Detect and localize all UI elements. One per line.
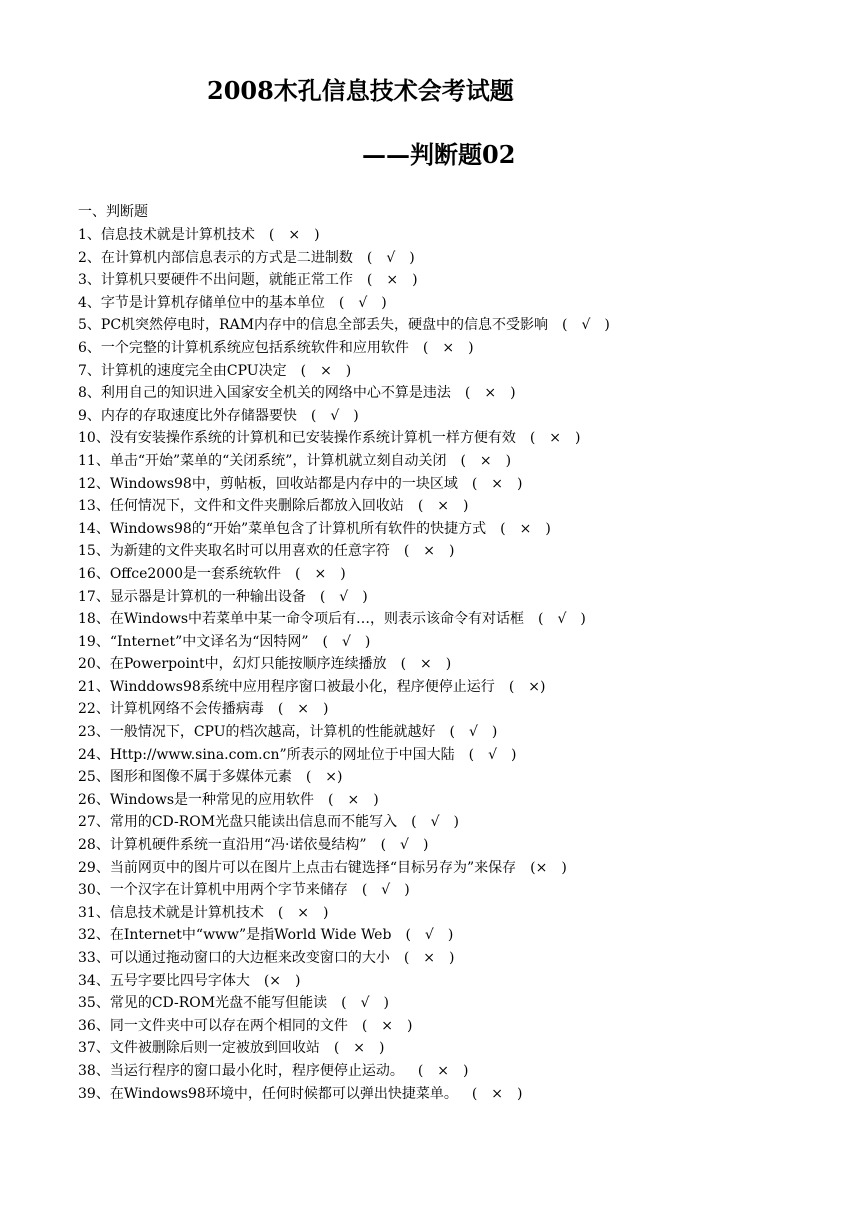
question-text: 字节是计算机存储单位中的基本单位 (100, 294, 325, 311)
question-item (78, 811, 610, 834)
question-text: 图形和图像不属于多媒体元素 (109, 769, 292, 786)
question-text: 计算机网络不会传播病毒 (109, 701, 264, 718)
question-answer: ( × ) (460, 452, 512, 469)
question-number: 1、 (78, 227, 101, 243)
question-answer: ( × ) (422, 339, 474, 356)
question-answer: ( × ) (268, 227, 320, 243)
question-answer: ( √ ) (449, 724, 498, 741)
question-text: 信息技术就是计算机技术 (100, 227, 255, 243)
question-number: 23、 (78, 724, 110, 741)
question-item (78, 427, 610, 450)
question-number: 33、 (78, 950, 110, 966)
question-text: Http://www.sina.com.cn”所表示的网址位于中国大陆 (109, 746, 455, 763)
question-answer: ( × ) (400, 656, 452, 673)
question-item (78, 405, 610, 428)
question-text: 没有安装操作系统的计算机和已安装操作系统计算机一样方便有效 (109, 430, 516, 447)
question-item (78, 653, 610, 676)
question-number: 2、 (78, 249, 101, 266)
question-text: 五号字要比四号字体大 (109, 972, 250, 989)
question-item (78, 382, 610, 405)
question-number: 5、 (78, 317, 101, 334)
question-text: 单击“开始”菜单的“关闭系统”，计算机就立刻自动关闭 (109, 452, 447, 469)
question-answer: ( × ) (361, 1017, 413, 1034)
document-title: 2008木孔信息技术会考试题 (207, 76, 514, 105)
question-text: 在Internet中“www”是指World Wide Web (109, 927, 392, 944)
question-number: 8、 (78, 385, 101, 402)
question-text: 显示器是计算机的一种输出设备 (109, 588, 306, 605)
section-heading: 一、判断题 (78, 204, 148, 220)
question-answer: ( × ) (417, 1062, 469, 1079)
question-item (78, 495, 610, 518)
question-item (78, 518, 610, 541)
question-item (78, 924, 610, 947)
question-text: Windows98的“开始”菜单包含了计算机所有软件的快捷方式 (109, 520, 487, 537)
question-number: 9、 (78, 407, 101, 424)
question-number: 36、 (78, 1017, 110, 1034)
question-answer: ( √ ) (405, 927, 454, 944)
question-answer: ( √ ) (538, 611, 586, 628)
question-text: 常见的CD-ROM光盘不能写但能读 (109, 995, 328, 1012)
question-number: 13、 (78, 498, 110, 515)
question-item (78, 834, 610, 857)
question-answer: ( × ) (328, 791, 379, 808)
question-text: 在Windows中若菜单中某一命令项后有…，则表示该命令有对话框 (109, 611, 525, 628)
question-number: 35、 (78, 995, 110, 1012)
question-text: 一般情况下，CPU的档次越高，计算机的性能就越好 (109, 724, 436, 741)
question-item (78, 698, 610, 721)
question-text: Windows98中，剪帖板，回收站都是内存中的一块区域 (109, 475, 458, 492)
question-number: 32、 (78, 927, 110, 944)
question-text: 内存的存取速度比外存储器要快 (100, 407, 297, 424)
question-answer: ( × ) (471, 1085, 523, 1102)
question-answer: ( × ) (529, 430, 581, 447)
question-text: 信息技术就是计算机技术 (109, 904, 264, 921)
question-number: 38、 (78, 1062, 110, 1079)
question-answer: ( √ ) (310, 407, 359, 424)
question-text: Winddows98系统中应用程序窗口被最小化，程序便停止运行 (109, 678, 495, 695)
question-answer: ( × ) (403, 543, 455, 560)
question-item (78, 1015, 610, 1038)
question-text: 可以通过拖动窗口的大边框来改变窗口的大小 (109, 950, 390, 966)
question-number: 20、 (78, 656, 110, 673)
question-text: 当运行程序的窗口最小化时，程序便停止运动。 (109, 1062, 404, 1079)
question-number: 15、 (78, 543, 110, 560)
question-item (78, 857, 610, 880)
document-subtitle: ——判断题02 (362, 140, 516, 169)
question-answer: ( × ) (300, 362, 352, 379)
question-text: Offce2000是一套系统软件 (109, 565, 282, 582)
question-number: 6、 (78, 339, 101, 356)
question-answer: ( √ ) (380, 837, 429, 854)
question-item (78, 450, 610, 473)
question-item (78, 1037, 610, 1060)
question-item (78, 721, 610, 744)
question-text: 一个完整的计算机系统应包括系统软件和应用软件 (100, 339, 409, 356)
question-answer: ( × ) (464, 385, 516, 402)
question-answer: (× ) (530, 859, 567, 876)
question-item (78, 1060, 610, 1083)
question-item (78, 744, 610, 767)
question-item (78, 337, 610, 360)
question-item (78, 676, 610, 699)
question-text: 为新建的文件夹取名时可以用喜欢的任意字符 (109, 543, 390, 560)
question-item (78, 879, 610, 902)
question-item (78, 766, 610, 789)
question-item (78, 947, 610, 970)
question-answer: ( √ ) (562, 317, 610, 334)
question-number: 19、 (78, 633, 110, 650)
question-answer: ( × ) (417, 498, 469, 515)
question-number: 16、 (78, 565, 110, 582)
question-answer: ( ×) (305, 769, 343, 786)
question-number: 4、 (78, 294, 101, 311)
question-number: 17、 (78, 588, 110, 605)
question-text: 计算机的速度完全由CPU决定 (100, 362, 287, 379)
question-number: 11、 (78, 452, 110, 469)
question-item (78, 269, 610, 292)
question-number: 26、 (78, 791, 110, 808)
question-text: 常用的CD-ROM光盘只能读出信息而不能写入 (109, 814, 398, 831)
question-number: 31、 (78, 904, 110, 921)
question-number: 39、 (78, 1085, 110, 1102)
question-number: 12、 (78, 475, 110, 492)
question-text: 计算机只要硬件不出问题，就能正常工作 (100, 272, 353, 289)
question-text: 计算机硬件系统一直沿用“冯·诺依曼结构” (109, 837, 367, 854)
question-item (78, 902, 610, 925)
question-answer: ( × ) (295, 565, 346, 582)
question-number: 3、 (78, 272, 101, 289)
question-number: 28、 (78, 837, 110, 854)
question-number: 21、 (78, 678, 110, 695)
question-answer: ( × ) (500, 520, 551, 537)
question-text: 任何情况下，文件和文件夹删除后都放入回收站 (109, 498, 404, 515)
question-text: 在计算机内部信息表示的方式是二进制数 (100, 249, 353, 266)
question-number: 27、 (78, 814, 110, 831)
question-number: 24、 (78, 746, 110, 763)
question-number: 10、 (78, 430, 110, 447)
question-number: 37、 (78, 1040, 110, 1057)
question-number: 34、 (78, 972, 110, 989)
question-answer: ( √ ) (411, 814, 459, 831)
question-item (78, 247, 610, 270)
question-item (78, 1083, 610, 1106)
question-answer: ( √ ) (366, 249, 415, 266)
question-answer: ( × ) (277, 904, 329, 921)
question-item (78, 360, 610, 383)
question-number: 29、 (78, 859, 110, 876)
question-number: 14、 (78, 520, 110, 537)
question-answer: ( ×) (508, 678, 546, 695)
question-item (78, 224, 610, 247)
question-item (78, 992, 610, 1015)
question-item (78, 292, 610, 315)
question-item (78, 586, 610, 609)
question-text: 利用自己的知识进入国家安全机关的网络中心不算是违法 (100, 385, 451, 402)
question-item (78, 631, 610, 654)
question-number: 7、 (78, 362, 101, 379)
question-item (78, 473, 610, 496)
question-text: 文件被删除后则一定被放到回收站 (109, 1040, 320, 1057)
question-answer: ( × ) (366, 272, 418, 289)
question-answer: ( √ ) (338, 294, 387, 311)
question-answer: ( √ ) (468, 746, 517, 763)
question-answer: ( × ) (277, 701, 329, 718)
question-item (78, 563, 610, 586)
question-item (78, 608, 610, 631)
question-number: 25、 (78, 769, 110, 786)
question-text: 一个汉字在计算机中用两个字节来储存 (109, 882, 348, 899)
question-text: 当前网页中的图片可以在图片上点击右键选择“目标另存为”来保存 (109, 859, 517, 876)
question-answer: ( √ ) (341, 995, 389, 1012)
question-answer: ( √ ) (361, 882, 410, 899)
question-item (78, 540, 610, 563)
question-list (78, 224, 610, 1105)
question-answer: ( √ ) (322, 633, 371, 650)
question-text: 在Windows98环境中，任何时候都可以弹出快捷菜单。 (109, 1085, 458, 1102)
question-answer: ( × ) (333, 1040, 385, 1057)
question-item (78, 314, 610, 337)
question-number: 18、 (78, 611, 110, 628)
question-answer: (× ) (263, 972, 301, 989)
question-text: 在Powerpoint中，幻灯只能按顺序连续播放 (109, 656, 387, 673)
question-text: Windows是一种常见的应用软件 (109, 791, 315, 808)
question-item (78, 789, 610, 812)
question-item (78, 970, 610, 993)
question-number: 30、 (78, 882, 110, 899)
question-text: 同一文件夹中可以存在两个相同的文件 (109, 1017, 348, 1034)
question-number: 22、 (78, 701, 110, 718)
question-text: “Internet”中文译名为“因特网” (109, 633, 309, 650)
question-answer: ( × ) (403, 950, 455, 966)
question-answer: ( √ ) (319, 588, 368, 605)
question-answer: ( × ) (471, 475, 523, 492)
question-text: PC机突然停电时，RAM内存中的信息全部丢失，硬盘中的信息不受影响 (100, 317, 549, 334)
